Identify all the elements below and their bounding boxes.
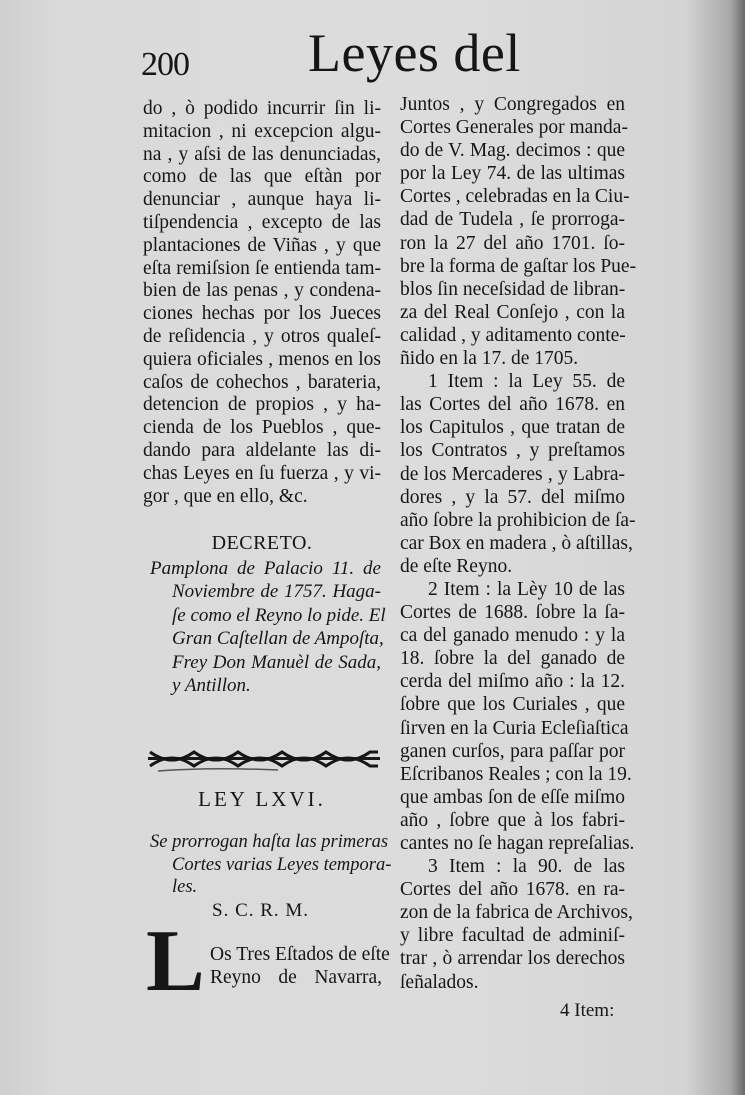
- text-line: quiera oficiales , menos en los: [143, 348, 381, 370]
- left-column-paragraph: [143, 98, 381, 508]
- text-line: de eſte Reyno.: [400, 555, 513, 577]
- text-line: do , ò podido incurrir ſin li-: [143, 98, 381, 119]
- text-line: ſirven en la Curia Ecleſiaſtica: [400, 717, 629, 739]
- text-line: les.: [172, 877, 198, 897]
- text-line: Cortes Generales por manda-: [400, 117, 628, 139]
- text-line: Se prorrogan haſta las primeras: [150, 832, 389, 852]
- text-line: calidad , y aditamento conte-: [400, 324, 626, 346]
- text-line: dores , y la 57. del miſmo: [400, 486, 625, 508]
- text-line: Os Tres Eſtados de eſte: [210, 944, 390, 965]
- text-line: ganen curſos, para paſſar por: [400, 740, 625, 762]
- text-line: do de V. Mag. decimos : que: [400, 140, 625, 162]
- text-line: Cortes del año 1678. en ra-: [400, 879, 625, 901]
- drop-cap: L: [146, 913, 205, 1010]
- page-number: 200: [141, 46, 189, 83]
- text-line: eſta remiſsion ſe entienda tam-: [143, 257, 381, 279]
- text-line: mitacion , ni excepcion algu-: [143, 120, 381, 142]
- text-line: y Antillon.: [172, 674, 251, 696]
- text-line: ca del ganado menudo : y la: [400, 625, 625, 647]
- text-line: Cortes varias Leyes tempora-: [172, 854, 392, 875]
- text-line: chas Leyes en ſu fuerza , y vi-: [143, 462, 381, 484]
- text-line: 3 Item : la 90. de las: [428, 856, 625, 878]
- text-line: bien de las penas , y condena-: [143, 280, 381, 302]
- text-line: za del Real Conſejo , con la: [400, 301, 625, 323]
- text-line: zon de la fabrica de Archivos,: [400, 902, 633, 924]
- text-line: año , ſobre que à los fabri-: [400, 809, 625, 831]
- salutation: S. C. R. M.: [212, 900, 310, 921]
- law-heading: LEY LXVI.: [198, 787, 326, 811]
- text-line: ſe como el Reyno lo pide. El: [172, 604, 386, 626]
- text-line: Noviembre de 1757. Haga-: [172, 581, 381, 603]
- text-line: que ambas ſon de eſſe miſmo: [400, 786, 625, 808]
- text-line: Cortes de 1688. ſobre la ſa-: [400, 602, 625, 624]
- text-line: caſos de cohechos , barateria,: [143, 371, 381, 393]
- ornamental-divider: [148, 746, 380, 772]
- text-line: y libre facultad de adminiſ-: [400, 925, 625, 947]
- right-column-text: [400, 93, 637, 994]
- text-line: año ſobre la prohibicion de ſa-: [400, 509, 636, 531]
- text-line: 18. ſobre la del ganado de: [400, 648, 625, 670]
- text-line: Frey Don Manuèl de Sada,: [172, 651, 381, 673]
- text-line: Pamplona de Palacio 11. de: [150, 558, 381, 579]
- catchword: 4 Item:: [560, 1000, 615, 1021]
- text-line: dando para aldelante las di-: [143, 439, 381, 461]
- text-line: ron la 27 del año 1701. ſo-: [400, 232, 625, 254]
- text-line: dad de Tudela , ſe prorroga-: [400, 209, 625, 231]
- text-line: tiſpendencia , excepto de las: [143, 211, 381, 233]
- text-line: Cortes , celebradas en la Ciu-: [400, 186, 630, 208]
- text-line: cantes no ſe hagan repreſalias.: [400, 833, 635, 854]
- law-opening-text: [210, 943, 390, 989]
- text-line: cerda del miſmo año : la 12.: [400, 671, 625, 693]
- text-line: trar , ò arrendar los derechos: [400, 948, 625, 970]
- text-line: Juntos , y Congregados en: [400, 94, 625, 115]
- text-line: na , y aſsi de las denunciadas,: [143, 143, 381, 165]
- text-line: gor , que en ello, &c.: [143, 485, 308, 507]
- text-line: 1 Item : la Ley 55. de: [428, 371, 625, 393]
- running-head: Leyes del: [308, 23, 521, 83]
- text-line: las Cortes del año 1678. en: [400, 394, 625, 416]
- text-line: los Capitulos , que tratan de: [400, 417, 625, 439]
- text-line: los Contratos , y preſtamos: [400, 440, 625, 462]
- text-line: ſeñalados.: [400, 971, 479, 993]
- text-line: Reyno de Navarra,: [210, 967, 382, 988]
- text-line: blos ſin neceſsidad de libran-: [400, 278, 626, 300]
- text-line: ñido en la 17. de 1705.: [400, 348, 579, 370]
- text-line: como de las que eſtàn por: [143, 166, 381, 188]
- law-summary: [150, 831, 392, 899]
- text-line: de los Mercaderes , y Labra-: [400, 463, 625, 485]
- text-line: Eſcribanos Reales ; con la 19.: [400, 763, 632, 785]
- decreto-text: [150, 557, 386, 697]
- text-line: por la Ley 74. de las ultimas: [400, 163, 625, 185]
- text-line: ciones hechas por los Jueces: [143, 303, 381, 325]
- text-line: de reſidencia , y otros qualeſ-: [143, 325, 381, 347]
- text-line: denunciar , aunque haya li-: [143, 189, 381, 211]
- text-line: detencion de propios , y ha-: [143, 394, 381, 416]
- text-line: car Box en madera , ò aſtillas,: [400, 532, 633, 554]
- text-line: ſobre que los Curiales , que: [400, 694, 625, 716]
- text-line: Gran Caſtellan de Ampoſta,: [172, 628, 384, 650]
- decreto-heading: DECRETO.: [211, 532, 313, 554]
- text-line: plantaciones de Viñas , y que: [143, 234, 381, 256]
- text-line: cienda de los Pueblos , que-: [143, 417, 381, 439]
- text-line: bre la forma de gaſtar los Pue-: [400, 255, 637, 277]
- text-line: 2 Item : la Lèy 10 de las: [428, 578, 625, 600]
